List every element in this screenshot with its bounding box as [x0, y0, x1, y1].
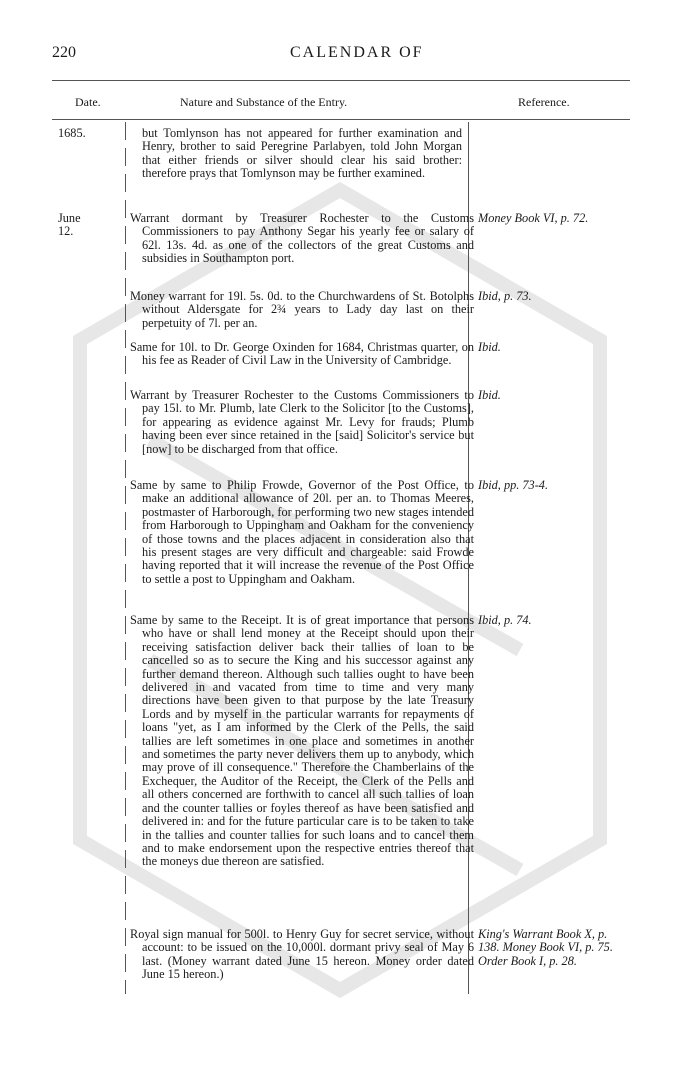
- entry-text: but Tomlynson has not appeared for further examination and Henry, brother to said Peregrine Parlabyen, told John Morgan that either friends or silver should clear his said brother: therefore prays that Tomlynson may be further examined.: [142, 126, 462, 181]
- entry-reference: Ibid.: [478, 388, 501, 402]
- entry-text: Warrant dormant by Treasurer Rochester to the Customs Commissioners to pay Anthony Segar his yearly fee or salary of 62l. 13s. 4d. as one of the collectors of the great Customs and subsidies in Southampton port.: [130, 211, 474, 266]
- header-top-rule: [52, 80, 630, 81]
- entry-reference: Ibid, p. 74.: [478, 613, 532, 627]
- column-header-nature: Nature and Substance of the Entry.: [180, 95, 348, 109]
- entry-text: Same by same to the Receipt. It is of great importance that persons who have or shall lend money at the Receipt should upon their receiving satisfaction deliver back their tallies of loan to be cancelled so as to secure the King and his successor against any further demand thereon. Although such tallies ought to have been delivered in and vacated from time to time and very many directions have been given to that purpose by the late Treasury Lords and by myself in the particular warrants for repayments of loans "yet, as I am informed by the Clerk of the Pells, the said tallies are left sometimes in one place and sometimes in another and sometimes the party never delivers them up to anybody, which may prove of ill consequence." Therefore the Chamberlains of the Exchequer, the Auditor of the Receipt, the Clerk of the Pells and all others concerned are forthwith to cancel all such tallies of loan and the counter tallies or foyles thereof as have been satisfied and delivered in: and for the future particular care is to be taken to take in the tallies and counter tallies for such loans and to cancel them and to make endorsement upon the respective entries thereof that the moneys due thereon are satisfied.: [130, 613, 474, 869]
- entry-text: Money warrant for 19l. 5s. 0d. to the Churchwardens of St. Botolphs without Aldersgate for 2¾ years to Lady day last on their perpetuity of 7l. per an.: [130, 289, 474, 330]
- column-header-date: Date.: [75, 95, 101, 109]
- page-number: 220: [52, 44, 76, 61]
- running-title: CALENDAR OF: [290, 44, 424, 61]
- entry-date: 1685.: [58, 126, 86, 140]
- entry-reference: King's Warrant Book X, p. 138. Money Book VI, p. 75. Order Book I, p. 28.: [478, 927, 613, 968]
- entry-date: June 12.: [58, 211, 81, 239]
- entry-reference: Money Book VI, p. 72.: [478, 211, 589, 225]
- column-header-reference: Reference.: [518, 95, 570, 109]
- entry-reference: Ibid, p. 73.: [478, 289, 532, 303]
- entry-reference: Ibid, pp. 73-4.: [478, 478, 549, 492]
- date-column-divider: [125, 122, 126, 994]
- entry-text: Royal sign manual for 500l. to Henry Guy for secret service, without account: to be issued on the 10,000l. dormant privy seal of May 6 last. (Money warrant dated June 15 hereon. Money order dated June 15 hereon.): [130, 927, 474, 982]
- entry-text: Warrant by Treasurer Rochester to the Customs Commissioners to pay 15l. to Mr. Plumb, late Clerk to the Solicitor [to the Customs], for appearing as evidence against Mr. Levy for frauds; Plumb having been ever since retained in the [said] Solicitor's service but [now] to be discharged from that office.: [130, 388, 474, 456]
- entry-text: Same by same to Philip Frowde, Governor of the Post Office, to make an additional allowance of 20l. per an. to Thomas Meeres, postmaster of Harborough, for performing two new stages intended from Harborough to Uppingham and Oakham for the conveniency of those towns and the places adjacent in consideration also that his present stages are very difficult and chargeable: said Frowde having reported that it will increase the revenue of the Post Office to settle a post to Uppingham and Oakham.: [130, 478, 474, 586]
- header-bottom-rule: [52, 119, 630, 120]
- entry-text: Same for 10l. to Dr. George Oxinden for 1684, Christmas quarter, on his fee as Reader of Civil Law in the University of Cambridge.: [130, 340, 474, 368]
- entry-reference: Ibid.: [478, 340, 501, 354]
